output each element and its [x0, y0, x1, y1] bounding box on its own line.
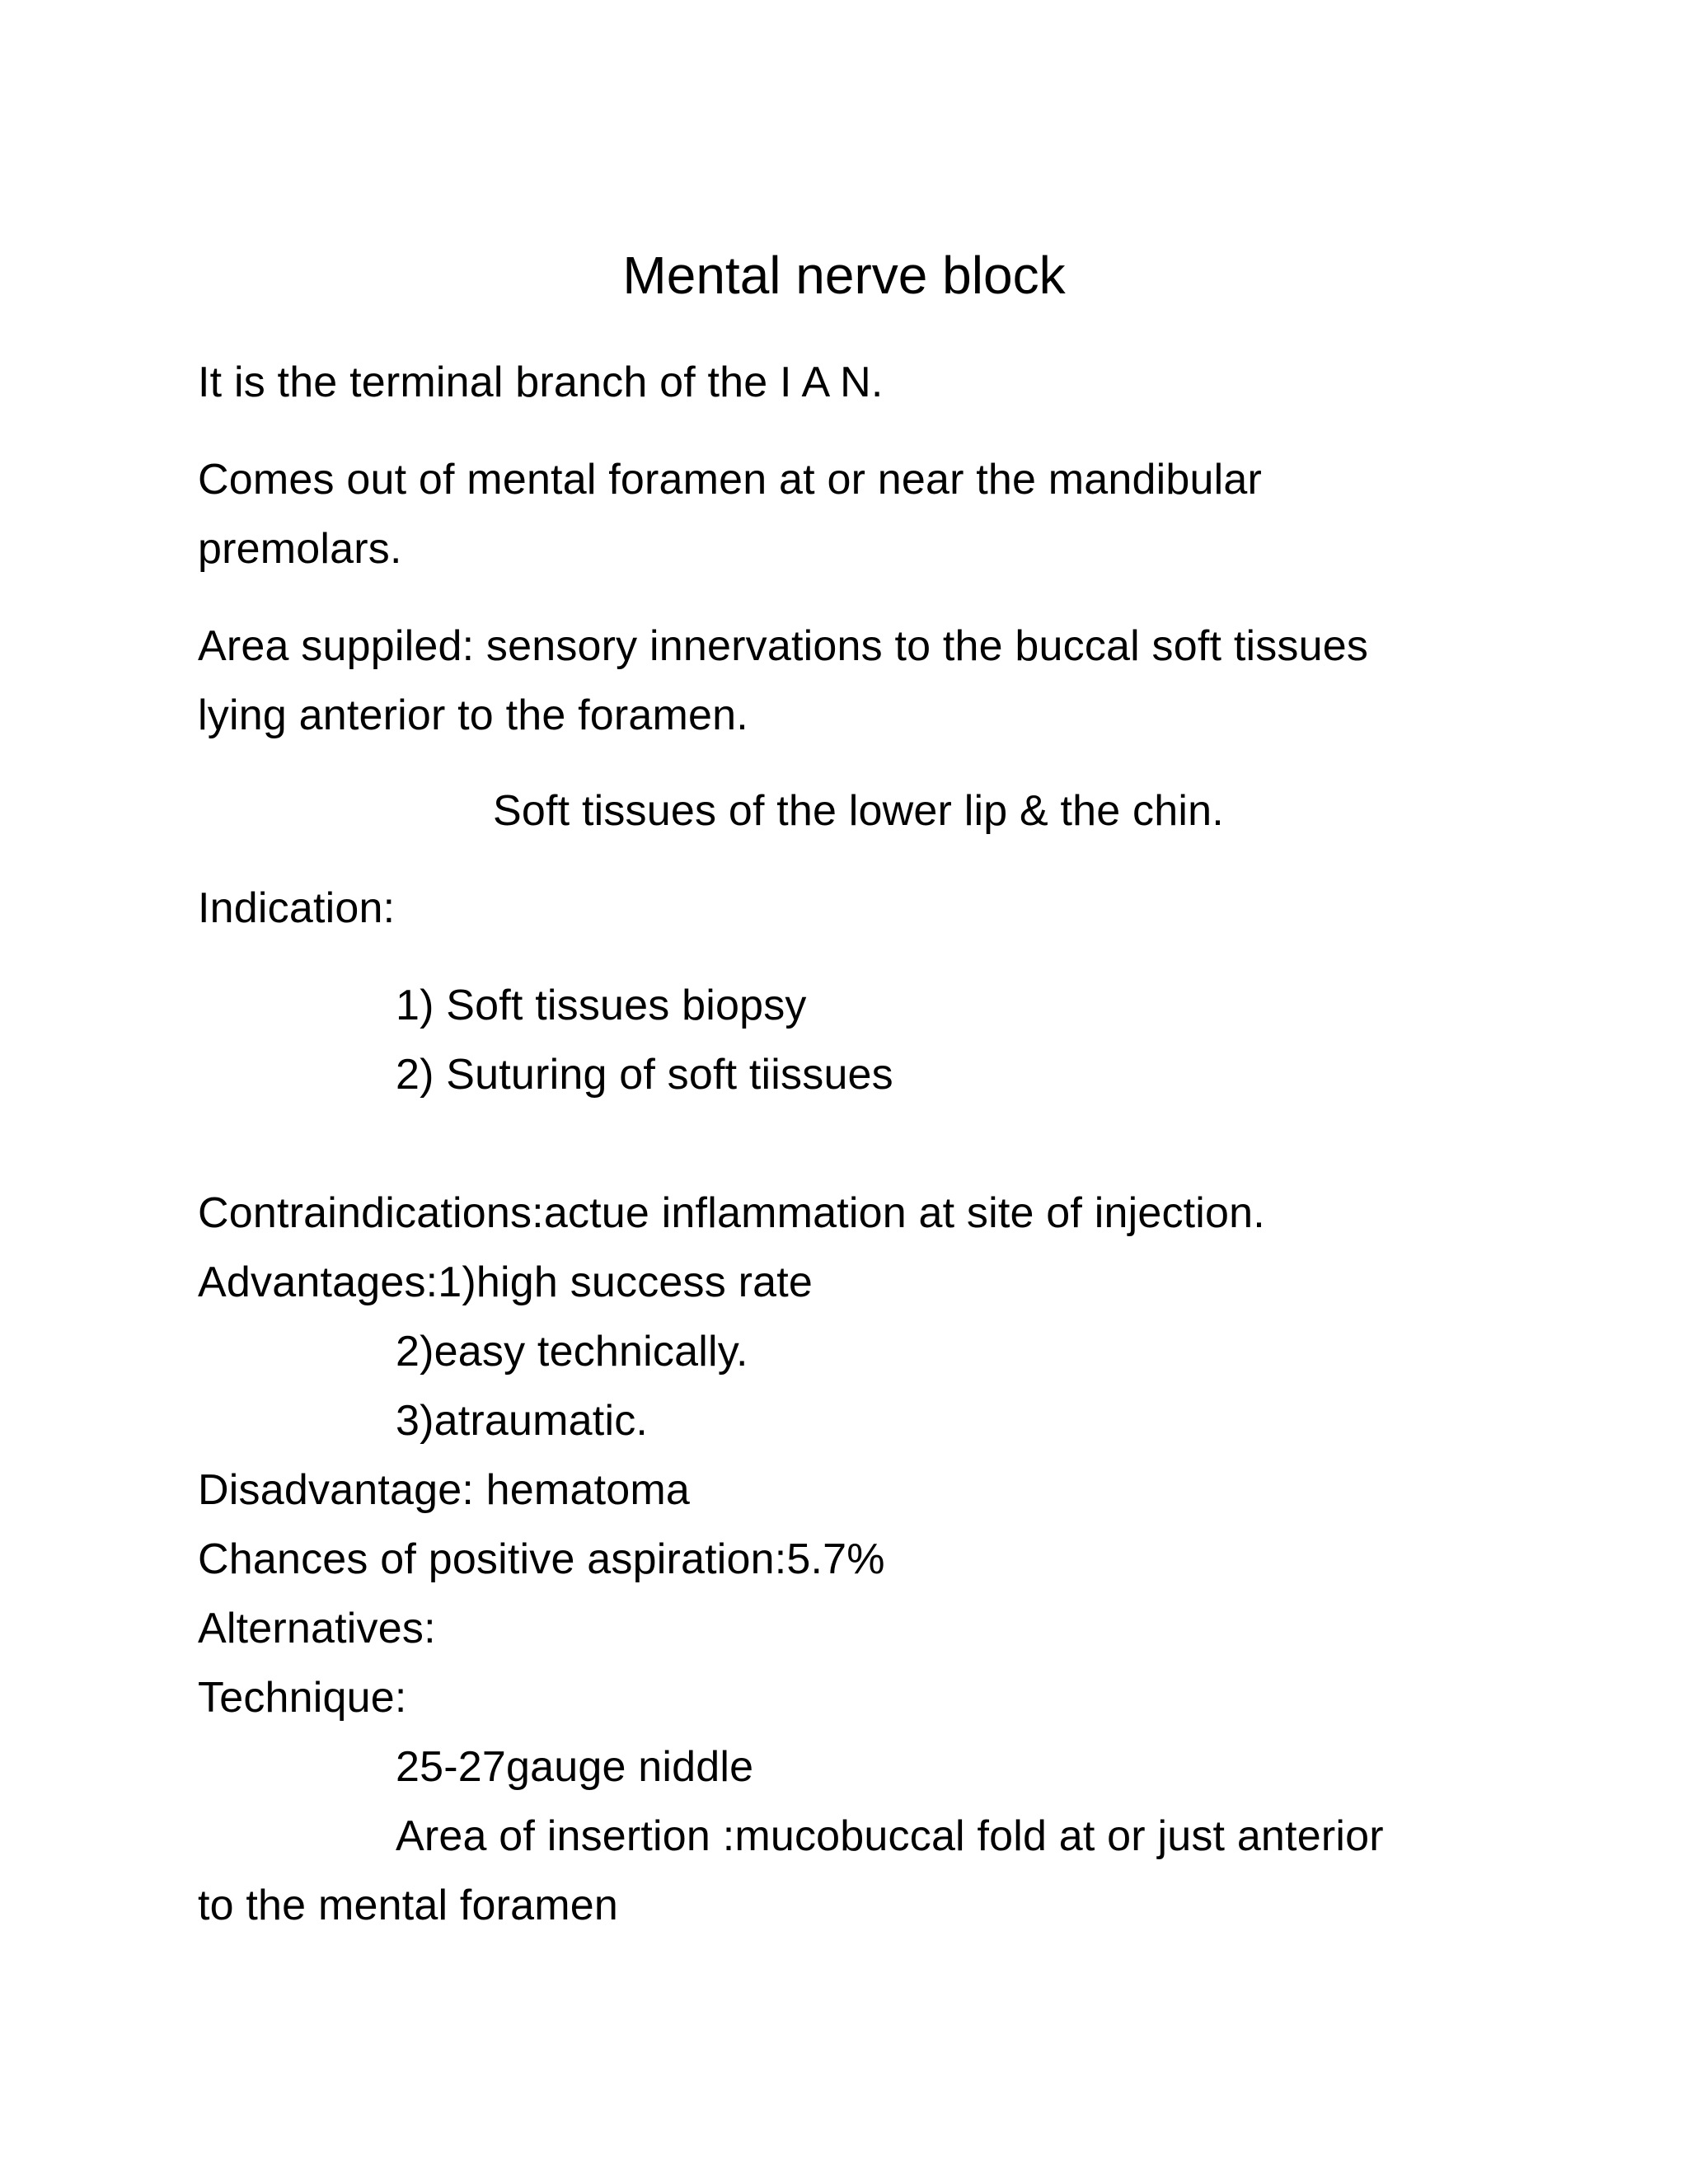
technique-item-1: 25-27gauge niddle — [396, 1743, 754, 1791]
indication-item-2: 2) Suturing of soft tiissues — [396, 1051, 893, 1099]
indication-item-1: 1) Soft tissues biopsy — [396, 982, 807, 1029]
technique-item-2: Area of insertion :mucobuccal fold at or just anterior — [396, 1812, 1384, 1860]
contraindications-text: Contraindications:actue inflammation at site of injection. — [198, 1189, 1265, 1237]
area-text-line-3: Soft tissues of the lower lip & the chin. — [493, 787, 1224, 835]
area-text-line-2: lying anterior to the foramen. — [198, 691, 748, 739]
technique-heading: Technique: — [198, 1674, 407, 1722]
indication-heading: Indication: — [198, 884, 396, 932]
aspiration-text: Chances of positive aspiration:5.7% — [198, 1535, 885, 1583]
alternatives-heading: Alternatives: — [198, 1605, 436, 1652]
disadvantage-text: Disadvantage: hematoma — [198, 1466, 690, 1514]
intro-text: It is the terminal branch of the I A N. — [198, 359, 884, 406]
origin-text-line-1: Comes out of mental foramen at or near the mandibular — [198, 456, 1263, 504]
area-text-line-1: Area suppiled: sensory innervations to the buccal soft tissues — [198, 622, 1369, 670]
origin-text-line-2: premolars. — [198, 525, 402, 573]
page-title: Mental nerve block — [622, 246, 1066, 305]
advantages-item-3: 3)atraumatic. — [396, 1397, 649, 1445]
advantages-item-1: Advantages:1)high success rate — [198, 1258, 813, 1306]
technique-item-3: to the mental foramen — [198, 1882, 619, 1929]
advantages-item-2: 2)easy technically. — [396, 1328, 748, 1376]
